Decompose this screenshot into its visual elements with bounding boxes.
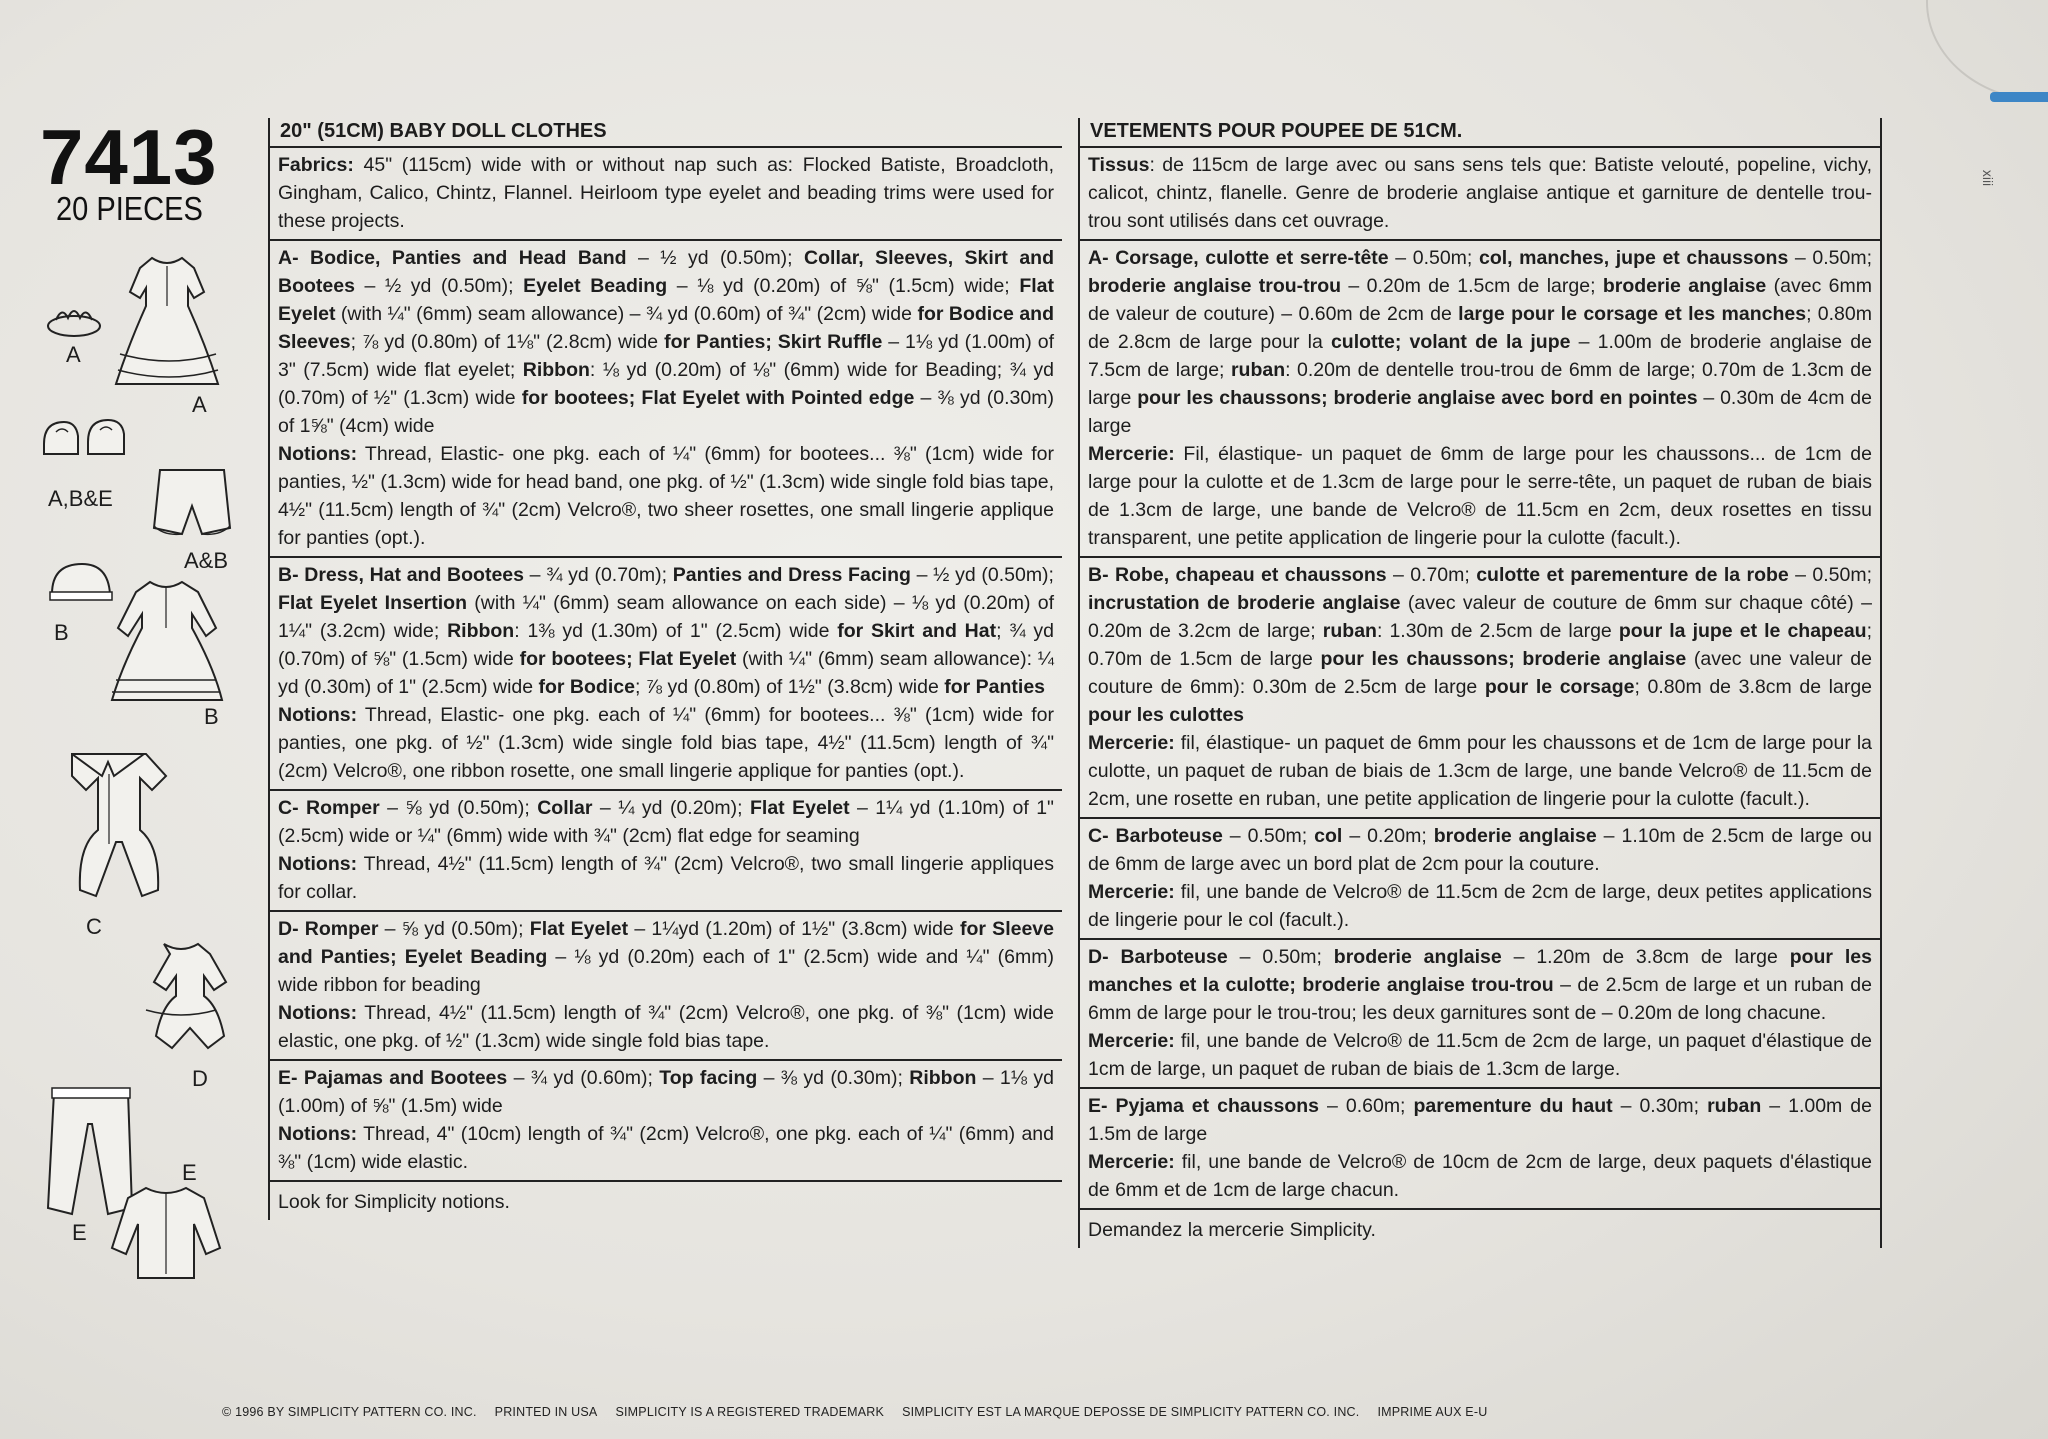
- text-run: – 0.30m;: [1612, 1095, 1708, 1117]
- view-b-notions-label: Notions:: [278, 704, 358, 726]
- text-run: ; ¾ yd (0.70m) of ⅝" (1.5cm) wide: [278, 620, 1054, 670]
- text-run: – de 2.5cm de large et un ruban de 6mm de large pour le trou-trou; les deux garnitures sont de – 0.20m de long chacune.: [1088, 974, 1873, 1024]
- fabrics-label: Fabrics:: [278, 154, 354, 176]
- label-a-band: A: [66, 342, 81, 367]
- text-run: ; 0.80m de 2.8cm de large pour la: [1088, 303, 1872, 353]
- french-fabrics: [1080, 148, 1880, 241]
- bold-run: for Bodice and Sleeves: [278, 303, 1055, 353]
- text-run: – 1.00m de 1.5m de large: [1088, 1095, 1872, 1145]
- vue-e-mercerie: fil, une bande de Velcro® de 10cm de 2cm de large, deux paquets d'élastique de 6mm et de 1cm de large chacun.: [1088, 1151, 1872, 1201]
- bold-run: broderie anglaise: [1333, 946, 1502, 968]
- bold-run: Flat Eyelet: [529, 918, 629, 940]
- label-abe-bootees: A,B&E: [48, 486, 113, 511]
- bold-run: pour la jupe et le chapeau: [1618, 620, 1867, 642]
- french-closing-text: Demandez la mercerie Simplicity.: [1088, 1219, 1376, 1241]
- text-run: – ¼ yd (0.20m);: [592, 797, 750, 819]
- bold-run: E- Pyjama et chaussons: [1088, 1095, 1320, 1117]
- french-title: VETEMENTS POUR POUPEE DE 51CM.: [1080, 118, 1880, 148]
- bold-run: Top facing: [659, 1067, 758, 1089]
- text-run: – 0.50m;: [1388, 247, 1479, 269]
- text-run: – 0.70m;: [1386, 564, 1477, 586]
- french-view-c: [1080, 819, 1880, 940]
- footer: [222, 1405, 1822, 1419]
- bold-run: Ribbon: [447, 620, 515, 642]
- label-d-romper: D: [192, 1066, 208, 1091]
- text-run: : 0.20m de dentelle trou-trou de 6mm de large; 0.70m de 1.3cm de large: [1088, 359, 1872, 409]
- view-c-requirements: [278, 794, 1054, 850]
- bold-run: Collar: [537, 797, 593, 819]
- text-run: – 1.20m de 3.8cm de large: [1501, 946, 1790, 968]
- view-e-notions: Thread, 4" (10cm) length of ¾" (2cm) Velcro®, one pkg. each of ¼" (6mm) and ⅜" (1cm) wide elastic.: [278, 1123, 1054, 1173]
- pattern-pieces-count: 20 PIECES: [56, 190, 203, 227]
- text-run: – 0.50m;: [1788, 247, 1872, 269]
- vue-c-mercerie: fil, une bande de Velcro® de 11.5cm de 2cm de large, deux petites applications de lingerie pour le col (facult.).: [1088, 881, 1872, 931]
- french-view-d: [1080, 940, 1880, 1089]
- text-run: – ¾ yd (0.70m);: [523, 564, 673, 586]
- text-run: – 0.30m de 4cm de large: [1088, 387, 1872, 437]
- text-run: : ⅛ yd (0.20m) of ⅛" (6mm) wide for Beading; ¾ yd (0.70m) of ½" (1.3cm) wide: [278, 359, 1054, 409]
- view-b-notions: Thread, Elastic- one pkg. each of ¼" (6mm) for bootees... ⅜" (1cm) wide for panties, one pkg. of ½" (1.3cm) wide single fold bias tape, 4½" (11.5cm) length of ¾" (2cm) Velcro®, one ribbon rosette, one small lingerie applique for panties (opt.).: [278, 704, 1054, 782]
- text-run: – 1⅛ yd (1.00m) of 3" (7.5cm) wide flat eyelet;: [278, 331, 1054, 381]
- vue-b-mercerie-label: Mercerie:: [1088, 732, 1175, 754]
- english-fabrics: [270, 148, 1062, 241]
- english-title: 20" (51CM) BABY DOLL CLOTHES: [270, 118, 1062, 148]
- tissus-label: Tissus: [1088, 154, 1150, 176]
- bold-run: pour les culottes: [1088, 704, 1245, 726]
- bold-run: large pour le corsage et les manches: [1458, 303, 1807, 325]
- label-b-dress: B: [204, 704, 219, 729]
- bold-run: A- Corsage, culotte et serre-tête: [1088, 247, 1389, 269]
- bold-run: for bootees; Flat Eyelet with Pointed edge: [521, 387, 915, 409]
- vue-e-requirements: [1088, 1092, 1872, 1148]
- text-run: – 0.50m;: [1788, 564, 1872, 586]
- text-run: – 0.50m;: [1227, 946, 1334, 968]
- bold-run: ruban: [1707, 1095, 1762, 1117]
- text-run: – ¾ yd (0.60m);: [507, 1067, 660, 1089]
- text-run: ; ⅞ yd (0.80m) of 1½" (3.8cm) wide: [634, 676, 945, 698]
- text-run: – 1.10m de 2.5cm de large ou de 6mm de large avec un bord plat de 2cm pour la couture.: [1088, 825, 1873, 875]
- bold-run: Flat Eyelet Insertion: [278, 592, 468, 614]
- bold-run: broderie anglaise trou-trou: [1088, 275, 1342, 297]
- text-run: – ⅜ yd (0.30m) of 1⅝" (4cm) wide: [278, 387, 1054, 437]
- text-run: (with ¼" (6mm) seam allowance on each side) – ⅛ yd (0.20m) of 1¼" (3.2cm) wide;: [278, 592, 1054, 642]
- english-view-d: [270, 912, 1062, 1061]
- bold-run: ruban: [1322, 620, 1377, 642]
- bold-run: ruban: [1230, 359, 1286, 381]
- bold-run: C- Romper: [278, 797, 380, 819]
- bold-run: B- Robe, chapeau et chaussons: [1088, 564, 1387, 586]
- text-run: – ½ yd (0.50m);: [354, 275, 524, 297]
- bold-run: col: [1314, 825, 1343, 847]
- vue-a-mercerie: Fil, élastique- un paquet de 6mm de large pour les chaussons... de 1cm de large pour la culotte et de 1.3cm de large pour le serre-tête, un paquet de ruban de biais de 1.3cm de large, une bande de Velcro® de 11.5cm en 2cm, deux rosettes en tissu transparent, une petite application de lingerie pour la culotte (facult.).: [1088, 443, 1872, 549]
- view-d-requirements: [278, 915, 1054, 999]
- vue-d-requirements: [1088, 943, 1872, 1027]
- text-run: – ½ yd (0.50m);: [910, 564, 1054, 586]
- vue-a-mercerie-label: Mercerie:: [1088, 443, 1175, 465]
- text-run: ; ⅞ yd (0.80m) of 1⅛" (2.8cm) wide: [350, 331, 665, 353]
- text-run: (with ¼" (6mm) seam allowance) – ¾ yd (0.60m) of ¾" (2cm) wide: [335, 303, 918, 325]
- bold-run: for Panties; Skirt Ruffle: [664, 331, 883, 353]
- dress-b-illustration: [102, 576, 230, 706]
- view-d-notions-label: Notions:: [278, 1002, 358, 1024]
- text-run: – 1⅛ yd (1.00m) of ⅝" (1.5m) wide: [278, 1067, 1054, 1117]
- label-c-romper: C: [86, 914, 102, 939]
- label-e-top: E: [182, 1160, 197, 1185]
- pattern-number: 7413: [40, 113, 218, 201]
- bold-run: Flat Eyelet: [278, 275, 1054, 325]
- view-c-notions: Thread, 4½" (11.5cm) length of ¾" (2cm) Velcro®, two small lingerie appliques for collar.: [278, 853, 1054, 903]
- bold-run: D- Romper: [278, 918, 379, 940]
- view-a-notions-label: Notions:: [278, 443, 358, 465]
- vue-e-mercerie-label: Mercerie:: [1088, 1151, 1175, 1173]
- view-e-notions-label: Notions:: [278, 1123, 358, 1145]
- view-e-requirements: [278, 1064, 1054, 1120]
- view-d-notions: Thread, 4½" (11.5cm) length of ¾" (2cm) Velcro®, one pkg. of ⅜" (1cm) wide elastic, one pkg. of ½" (1.3cm) wide single fold bias tape.: [278, 1002, 1054, 1052]
- bold-run: parementure du haut: [1413, 1095, 1613, 1117]
- bold-run: Panties and Dress Facing: [672, 564, 911, 586]
- text-run: (avec valeur de couture de 6mm sur chaque côté) – 0.20m de 3.2cm de large;: [1088, 592, 1872, 642]
- text-run: – ⅛ yd (0.20m) of ⅝" (1.5cm) wide;: [667, 275, 1020, 297]
- english-closing-text: Look for Simplicity notions.: [278, 1191, 510, 1213]
- bold-run: for bootees; Flat Eyelet: [519, 648, 737, 670]
- text-run: – 1¼yd (1.20m) of 1½" (3.8cm) wide: [628, 918, 960, 940]
- bold-run: C- Barboteuse: [1088, 825, 1223, 847]
- english-column: [268, 118, 1062, 1220]
- text-run: – 0.60m;: [1319, 1095, 1414, 1117]
- text-run: – 0.20m;: [1342, 825, 1434, 847]
- bold-run: pour les manches et la culotte; broderie anglaise trou-trou: [1088, 946, 1873, 996]
- bootees-illustration: [40, 414, 130, 464]
- bold-run: for Panties: [944, 676, 1046, 698]
- footer-copyright: © 1996 BY SIMPLICITY PATTERN CO. INC.: [222, 1405, 477, 1419]
- head-band-illustration: [44, 300, 104, 340]
- tissus-text: : de 115cm de large avec ou sans sens tels que: Batiste velouté, popeline, vichy, calicot, chintz, flanelle. Genre de broderie anglaise antique et garniture de dentelle trou-trou sont utilisés dans cet ouvrage.: [1088, 154, 1872, 232]
- pajama-top-illustration: [110, 1182, 222, 1282]
- bold-run: pour le corsage: [1484, 676, 1635, 698]
- bold-run: culotte et parementure de la robe: [1476, 564, 1789, 586]
- footer-printed: PRINTED IN USA: [494, 1405, 598, 1419]
- english-view-e: [270, 1061, 1062, 1182]
- vue-c-mercerie-label: Mercerie:: [1088, 881, 1175, 903]
- text-run: – ⅛ yd (0.20m) each of 1" (2.5cm) wide and ¼" (6mm) wide ribbon for beading: [278, 946, 1054, 996]
- panties-illustration: [152, 460, 232, 546]
- bold-run: culotte; volant de la jupe: [1330, 331, 1571, 353]
- french-view-a: [1080, 241, 1880, 558]
- english-view-b: [270, 558, 1062, 791]
- english-closing: [270, 1182, 1062, 1220]
- romper-c-illustration: [44, 734, 174, 910]
- label-a-dress: A: [192, 392, 207, 417]
- romper-d-illustration: [126, 936, 236, 1066]
- bold-run: D- Barboteuse: [1088, 946, 1228, 968]
- english-view-c: [270, 791, 1062, 912]
- bold-run: for Bodice: [538, 676, 635, 698]
- text-run: – 0.20m de 1.5cm de large;: [1341, 275, 1603, 297]
- text-run: (with ¼" (6mm) seam allowance): ¼ yd (0.30m) of 1" (2.5cm) wide: [278, 648, 1055, 698]
- text-run: – 1.00m de broderie anglaise de 7.5cm de large;: [1088, 331, 1872, 381]
- blue-tab-mark: [1990, 92, 2048, 102]
- footer-trademark: SIMPLICITY IS A REGISTERED TRADEMARK: [615, 1405, 885, 1419]
- vue-a-requirements: [1088, 244, 1872, 440]
- text-run: – ½ yd (0.50m);: [626, 247, 805, 269]
- bold-run: B- Dress, Hat and Bootees: [278, 564, 524, 586]
- bold-run: broderie anglaise: [1433, 825, 1597, 847]
- text-run: – 1¼ yd (1.10m) of 1" (2.5cm) wide or ¼" (6mm) wide with ¾" (2cm) flat edge for seaming: [278, 797, 1054, 847]
- view-a-requirements: [278, 244, 1054, 440]
- bold-run: Ribbon: [522, 359, 590, 381]
- label-ab-panties: A&B: [184, 548, 229, 573]
- french-closing: [1080, 1210, 1880, 1248]
- text-run: (avec 6mm de valeur de couture) – 0.60m de 2cm de: [1088, 275, 1873, 325]
- view-c-notions-label: Notions:: [278, 853, 358, 875]
- dress-a-illustration: [112, 250, 222, 390]
- bold-run: incrustation de broderie anglaise: [1088, 592, 1401, 614]
- vue-b-requirements: [1088, 561, 1872, 729]
- english-view-a: [270, 241, 1062, 558]
- french-view-e: [1080, 1089, 1880, 1210]
- text-run: – ⅜ yd (0.30m);: [757, 1067, 910, 1089]
- bold-run: Collar, Sleeves, Skirt and Bootees: [278, 247, 1054, 297]
- view-a-notions: Thread, Elastic- one pkg. each of ¼" (6mm) for bootees... ⅜" (1cm) wide for panties, ½" (1.3cm) wide for head band, one pkg. of ½" (1.3cm) wide single fold bias tape, 4½" (11.5cm) length of ¾" (2cm) Velcro®, two sheer rosettes, one small lingerie applique for panties (opt.).: [278, 443, 1054, 549]
- french-view-b: [1080, 558, 1880, 819]
- bold-run: col, manches, jupe et chaussons: [1478, 247, 1789, 269]
- bold-run: Flat Eyelet: [750, 797, 850, 819]
- bold-run: broderie anglaise: [1602, 275, 1767, 297]
- side-mark: xiii: [1979, 169, 1996, 187]
- bold-run: Ribbon: [909, 1067, 977, 1089]
- fabrics-text: 45" (115cm) wide with or without nap such as: Flocked Batiste, Broadcloth, Gingham, Calico, Chintz, Flannel. Heirloom type eyelet and beading trims were used for these projects.: [278, 154, 1054, 232]
- vue-d-mercerie-label: Mercerie:: [1088, 1030, 1175, 1052]
- french-column: [1078, 118, 1882, 1248]
- bold-run: for Sleeve and Panties; Eyelet Beading: [278, 918, 1054, 968]
- text-run: – ⅝ yd (0.50m);: [378, 918, 530, 940]
- bold-run: E- Pajamas and Bootees: [278, 1067, 508, 1089]
- label-b-hat: B: [54, 620, 69, 645]
- bold-run: Eyelet Beading: [523, 275, 668, 297]
- vue-d-mercerie: fil, une bande de Velcro® de 11.5cm de 2cm de large, un paquet d'élastique de 1cm de large, un paquet de ruban de biais de 1.3cm de large.: [1088, 1030, 1873, 1080]
- text-run: : 1⅜ yd (1.30m) of 1" (2.5cm) wide: [514, 620, 838, 642]
- text-run: ; 0.80m de 3.8cm de large: [1634, 676, 1873, 698]
- footer-fr-trademark: SIMPLICITY EST LA MARQUE DEPOSSE DE SIMPLICITY PATTERN CO. INC.: [902, 1405, 1360, 1419]
- label-e-pants: E: [72, 1220, 87, 1245]
- view-b-requirements: [278, 561, 1054, 701]
- text-run: ; 0.70m de 1.5cm de large: [1088, 620, 1872, 670]
- text-run: – 0.50m;: [1222, 825, 1315, 847]
- bold-run: pour les chaussons; broderie anglaise avec bord en pointes: [1137, 387, 1698, 409]
- text-run: – ⅝ yd (0.50m);: [379, 797, 538, 819]
- bold-run: A- Bodice, Panties and Head Band: [278, 247, 627, 269]
- vue-b-mercerie: fil, élastique- un paquet de 6mm pour les chaussons et de 1cm de large pour la culotte, un paquet de ruban de biais de 1.3cm de large, une bande Velcro® de 11.5cm de 2cm, une rosette en ruban, une petite application de lingerie pour la culotte (facult.).: [1088, 732, 1872, 810]
- bold-run: for Skirt and Hat: [837, 620, 997, 642]
- text-run: : 1.30m de 2.5cm de large: [1376, 620, 1619, 642]
- footer-fr-printed: IMPRIME AUX E-U: [1377, 1405, 1488, 1419]
- bold-run: pour les chaussons; broderie anglaise: [1320, 648, 1687, 670]
- vue-c-requirements: [1088, 822, 1872, 878]
- text-run: (avec une valeur de couture de 6mm): 0.30m de 2.5cm de large: [1088, 648, 1872, 698]
